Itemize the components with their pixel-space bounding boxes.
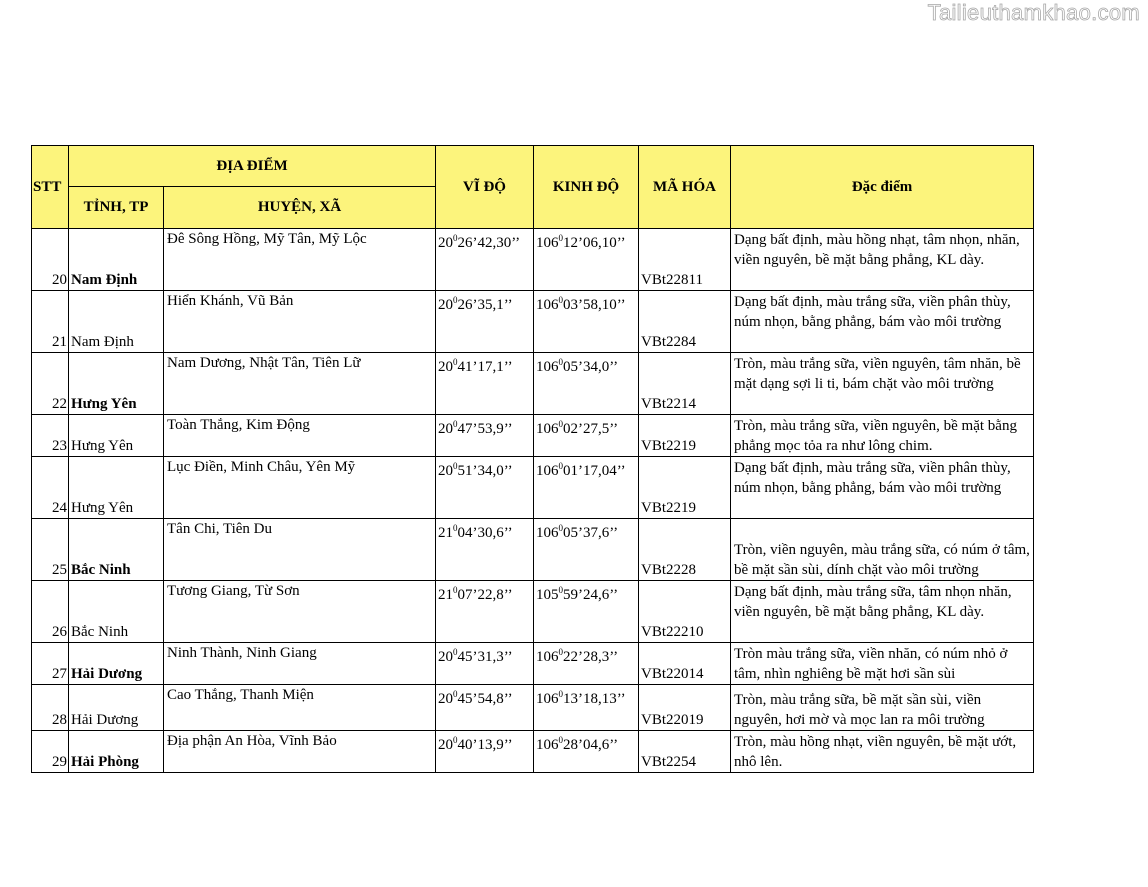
latitude-degrees: 20 — [438, 691, 454, 707]
row-district: Toàn Thắng, Kim Động — [164, 415, 436, 457]
row-latitude: $20^026’35,1$’’ — [436, 291, 534, 353]
row-code: VBt2228 — [639, 519, 731, 581]
table-row — [32, 643, 1034, 685]
row-code: VBt2254 — [639, 731, 731, 773]
row-district: Nam Dương, Nhật Tân, Tiên Lữ — [164, 353, 436, 415]
header-province: TỈNH, TP — [69, 187, 164, 229]
header-feature: Đặc điểm — [731, 146, 1034, 229]
row-feature: Tròn màu trắng sữa, viền nhăn, có núm nhỏ ở tâm, nhìn nghiêng bề mặt hơi sần sùi — [731, 643, 1034, 685]
row-district: Lục Điền, Minh Châu, Yên Mỹ — [164, 457, 436, 519]
row-longitude: $106^028’04,6$’’ — [534, 731, 639, 773]
row-district: Tân Chi, Tiên Du — [164, 519, 436, 581]
latitude-minutes-seconds: 04’30,6’’ — [457, 525, 513, 541]
latitude-minutes-seconds: 45’54,8’’ — [457, 691, 513, 707]
row-district: Hiển Khánh, Vũ Bản — [164, 291, 436, 353]
longitude-minutes-seconds: 12’06,10’’ — [563, 235, 626, 251]
longitude-degrees: 106 — [536, 463, 559, 479]
latitude-degrees: 20 — [438, 737, 454, 753]
longitude-degrees: 106 — [536, 525, 559, 541]
longitude-minutes-seconds: 28’04,6’’ — [563, 737, 619, 753]
latitude-minutes-seconds: 41’17,1’’ — [457, 359, 513, 375]
row-code: VBt22014 — [639, 643, 731, 685]
row-feature: Tròn, viền nguyên, màu trắng sữa, có núm ở tâm, bề mặt sần sùi, dính chặt vào môi trường — [731, 519, 1034, 581]
row-longitude: $106^002’27,5$’’ — [534, 415, 639, 457]
longitude-minutes-seconds: 59’24,6’’ — [563, 587, 619, 603]
longitude-minutes-seconds: 05’37,6’’ — [563, 525, 619, 541]
latitude-minutes-seconds: 47’53,9’’ — [457, 421, 513, 437]
row-code: VBt2284 — [639, 291, 731, 353]
longitude-degrees: 106 — [536, 297, 559, 313]
row-latitude: $20^026’42,30$’’ — [436, 229, 534, 291]
row-stt: 28 — [32, 685, 69, 731]
latitude-minutes-seconds: 26’35,1’’ — [457, 297, 513, 313]
data-table — [31, 145, 1034, 773]
row-province: Hải Dương — [69, 685, 164, 731]
table-row — [32, 457, 1034, 519]
table-row — [32, 685, 1034, 731]
row-feature: Tròn, màu hồng nhạt, viền nguyên, bề mặt ướt, nhô lên. — [731, 731, 1034, 773]
row-stt: 20 — [32, 229, 69, 291]
row-feature: Tròn, màu trắng sữa, viền nguyên, bề mặt bằng phẳng mọc tỏa ra như lông chim. — [731, 415, 1034, 457]
row-latitude: $20^041’17,1$’’ — [436, 353, 534, 415]
row-province: Hưng Yên — [69, 415, 164, 457]
row-feature: Dạng bất định, màu trắng sữa, viền phân thùy, núm nhọn, bằng phẳng, bám vào môi trường — [731, 291, 1034, 353]
row-code: VBt22019 — [639, 685, 731, 731]
row-province: Hải Dương — [69, 643, 164, 685]
row-stt: 23 — [32, 415, 69, 457]
row-latitude: $20^047’53,9$’’ — [436, 415, 534, 457]
table-row — [32, 731, 1034, 773]
row-province: Hưng Yên — [69, 457, 164, 519]
longitude-degrees: 106 — [536, 359, 559, 375]
table-row — [32, 581, 1034, 643]
table-row — [32, 353, 1034, 415]
longitude-degrees: 106 — [536, 737, 559, 753]
header-latitude: VĨ ĐỘ — [436, 146, 534, 229]
table-row — [32, 519, 1034, 581]
latitude-degrees: 21 — [438, 587, 454, 603]
row-longitude: $106^003’58,10$’’ — [534, 291, 639, 353]
row-longitude: $106^005’34,0$’’ — [534, 353, 639, 415]
latitude-degrees: 20 — [438, 235, 454, 251]
latitude-degrees: 20 — [438, 463, 454, 479]
row-district: Cao Thắng, Thanh Miện — [164, 685, 436, 731]
longitude-minutes-seconds: 22’28,3’’ — [563, 649, 619, 665]
longitude-minutes-seconds: 05’34,0’’ — [563, 359, 619, 375]
latitude-minutes-seconds: 07’22,8’’ — [457, 587, 513, 603]
longitude-degrees: 106 — [536, 421, 559, 437]
latitude-degrees: 20 — [438, 297, 454, 313]
longitude-minutes-seconds: 03’58,10’’ — [563, 297, 626, 313]
row-province: Hải Phòng — [69, 731, 164, 773]
row-latitude: $21^007’22,8$’’ — [436, 581, 534, 643]
longitude-minutes-seconds: 02’27,5’’ — [563, 421, 619, 437]
row-feature: Dạng bất định, màu trắng sữa, tâm nhọn nhăn, viền nguyên, bề mặt bằng phẳng, KL dày. — [731, 581, 1034, 643]
latitude-minutes-seconds: 45’31,3’’ — [457, 649, 513, 665]
row-code: VBt2219 — [639, 457, 731, 519]
longitude-minutes-seconds: 13’18,13’’ — [563, 691, 626, 707]
latitude-minutes-seconds: 51’34,0’’ — [457, 463, 513, 479]
longitude-degrees: 105 — [536, 587, 559, 603]
row-stt: 25 — [32, 519, 69, 581]
row-feature: Dạng bất định, màu hồng nhạt, tâm nhọn, nhăn, viền nguyên, bề mặt bằng phẳng, KL dày. — [731, 229, 1034, 291]
row-code: VBt2214 — [639, 353, 731, 415]
longitude-minutes-seconds: 01’17,04’’ — [563, 463, 626, 479]
row-district: Tương Giang, Từ Sơn — [164, 581, 436, 643]
row-longitude: $106^012’06,10$’’ — [534, 229, 639, 291]
latitude-minutes-seconds: 40’13,9’’ — [457, 737, 513, 753]
header-location: ĐỊA ĐIỂM — [69, 146, 436, 187]
row-stt: 27 — [32, 643, 69, 685]
row-province: Hưng Yên — [69, 353, 164, 415]
row-longitude: $106^005’37,6$’’ — [534, 519, 639, 581]
row-province: Bắc Ninh — [69, 581, 164, 643]
row-province: Nam Định — [69, 229, 164, 291]
row-latitude: $20^040’13,9$’’ — [436, 731, 534, 773]
watermark: Tailieuthamkhao.com — [927, 0, 1140, 25]
latitude-degrees: 20 — [438, 421, 454, 437]
latitude-minutes-seconds: 26’42,30’’ — [457, 235, 521, 251]
row-longitude: $106^022’28,3$’’ — [534, 643, 639, 685]
latitude-degrees: 20 — [438, 649, 454, 665]
row-feature: Tròn, màu trắng sữa, bề mặt sần sùi, viền nguyên, hơi mờ và mọc lan ra môi trường — [731, 685, 1034, 731]
row-feature: Tròn, màu trắng sữa, viền nguyên, tâm nhăn, bề mặt dạng sợi li ti, bám chặt vào môi trường — [731, 353, 1034, 415]
latitude-degrees: 21 — [438, 525, 454, 541]
row-latitude: $20^051’34,0$’’ — [436, 457, 534, 519]
header-longitude: KINH ĐỘ — [534, 146, 639, 229]
row-latitude: $20^045’31,3$’’ — [436, 643, 534, 685]
row-stt: 21 — [32, 291, 69, 353]
header-code: MÃ HÓA — [639, 146, 731, 229]
table-row — [32, 291, 1034, 353]
row-code: VBt2219 — [639, 415, 731, 457]
row-latitude: $20^045’54,8$’’ — [436, 685, 534, 731]
row-district: Địa phận An Hòa, Vĩnh Bảo — [164, 731, 436, 773]
latitude-degrees: 20 — [438, 359, 454, 375]
table-row — [32, 415, 1034, 457]
row-province: Nam Định — [69, 291, 164, 353]
table-row — [32, 229, 1034, 291]
row-code: VBt22811 — [639, 229, 731, 291]
row-district: Ninh Thành, Ninh Giang — [164, 643, 436, 685]
row-longitude: $105^059’24,6$’’ — [534, 581, 639, 643]
header-stt: STT — [32, 146, 69, 229]
longitude-degrees: 106 — [536, 649, 559, 665]
header-district: HUYỆN, XÃ — [164, 187, 436, 229]
row-stt: 29 — [32, 731, 69, 773]
row-code: VBt22210 — [639, 581, 731, 643]
longitude-degrees: 106 — [536, 235, 559, 251]
row-longitude: $106^013’18,13$’’ — [534, 685, 639, 731]
row-stt: 24 — [32, 457, 69, 519]
row-province: Bắc Ninh — [69, 519, 164, 581]
row-stt: 22 — [32, 353, 69, 415]
row-district: Đê Sông Hồng, Mỹ Tân, Mỹ Lộc — [164, 229, 436, 291]
row-stt: 26 — [32, 581, 69, 643]
longitude-degrees: 106 — [536, 691, 559, 707]
row-feature: Dạng bất định, màu trắng sữa, viền phân thùy, núm nhọn, bằng phẳng, bám vào môi trường — [731, 457, 1034, 519]
row-longitude: $106^001’17,04$’’ — [534, 457, 639, 519]
row-latitude: $21^004’30,6$’’ — [436, 519, 534, 581]
